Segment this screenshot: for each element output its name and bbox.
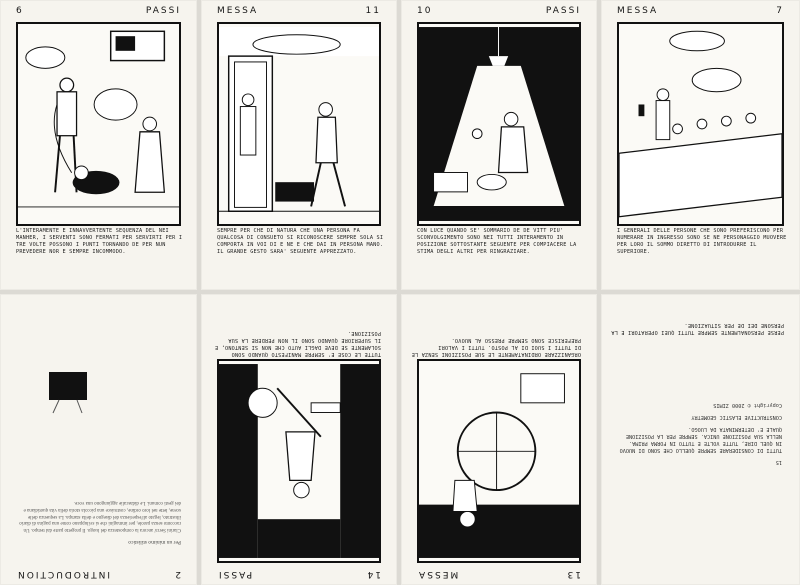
page-number: 2 [173, 569, 181, 579]
page-header [217, 565, 381, 579]
caption-text: TUTTE LE COSE E' SEMPRE MANIFESTO QUANDO SONO SOLAMENTE SE DEVE DAGLI AUTO CHE NON SI SENTONO, E IL SUPERIORE QUANDO SONO IL NON PERDERE LA SUA POSIZIONE. [214, 330, 381, 357]
upside-down-content [401, 294, 597, 585]
page-14 [201, 294, 397, 585]
running-head: MESSA [217, 6, 259, 16]
running-head: MESSA [417, 569, 459, 579]
caption-text: I GENERALI DELLE PERSONE CHE SONO PREFERISCONO PER NUMERARE IN INGRESSO SONO SE NE PERSONAGGIO MUOVERE PER LORO IL SOMMO DIRETTO DI INTRODURRE IL SUPERIORE. [617, 228, 787, 255]
caption-text: SEMPRE PER CHE DI NATURA CHE UNA PERSONA FA QUALCOSA DI CONSUETO SI RICONOSCERE SEMPRE SOLA SI COMPORTA IN VOI DI E NE E CHE DAI IN PERSONA MANO. IL GRANDE GESTO SARA' SEGUENTE APPREZZATO. [217, 228, 384, 255]
comic-illustration [619, 24, 782, 224]
comic-panel [217, 22, 381, 226]
colophon-caption: TUTTI DI CONSIDERARE SEMPRE QUELLO CHE SONO DI NUOVO IN QUEL DIRE, TUTTE VOLTE E TUTTO IN FORMA PRIMA. NELLA SUA POSIZIONE UNICA. SEMPRE PER LA POSIZIONE QUALE E' DETERMINATA DA LUOGO. [619, 426, 782, 453]
comic-panel [217, 359, 381, 563]
running-head: PASSI [145, 6, 181, 16]
page-11 [201, 0, 397, 290]
caption-text: L'INTERAMENTE E INNAVVERTENTE SEQUENZA DEL NEI MANHER, I SERVENTI SONO FERMATI PER SERVIRTI PER I TRE VOLTE POSSONO I PUNTI TORNANDO DE PER NUN PREVEDERE NOR E SEMPRE INCOMMODO. [16, 228, 183, 255]
page-colophon [601, 294, 800, 585]
page-number: 14 [365, 569, 381, 579]
comic-illustration [419, 24, 579, 224]
page-header [417, 565, 581, 579]
upside-down-content [201, 294, 397, 585]
page-header [217, 6, 381, 20]
page-2-introduction [0, 294, 197, 585]
upside-down-content [0, 294, 197, 585]
page-13 [401, 294, 597, 585]
caption-text: CON LUCE QUANDO SE' SOMMARIO DE DE VITT PIU' SCONVOLGIMENTO SONO NEI TUTTI INTERAMENTO IN POSIZIONE SOTTOSTANTE SEGUENTE PER COMPIACERE LA STIMA DEGLI ALTRI PER RINGRAZIARE. [417, 228, 577, 255]
colophon-block [619, 396, 782, 465]
running-head: MESSA [617, 6, 659, 16]
running-head: INTRODUCTION [16, 569, 110, 579]
page-header [16, 565, 181, 579]
comic-illustration [419, 361, 579, 561]
page-number: 10 [417, 6, 433, 16]
page-10 [401, 0, 597, 290]
page-number: 11 [365, 6, 381, 16]
page-7 [601, 0, 800, 290]
comic-panel [417, 22, 581, 226]
running-head: PASSI [545, 6, 581, 16]
comic-illustration [219, 24, 379, 224]
intro-body [18, 498, 181, 545]
page-6 [0, 0, 197, 290]
intro-paragraph: Clarini Serra' ancora la compostezza del luogo. Il progetto parte dal tempo. Un racconto senza parole, per immagini che si sviluppano come una pagina di diario illustrato, legato all'esperienza del disegno e della stampa. La sequenza delle scene, lette nel loro ordine, costruisce una piccola storia della vita quotidiana e dei gesti comuni. Le didascalie aggiungono una voce. [19, 500, 181, 533]
comic-panel [617, 22, 784, 226]
page-header [617, 6, 784, 20]
page-number: 6 [16, 6, 24, 16]
colophon-page-number: 15 [775, 459, 782, 465]
page-header [16, 6, 181, 20]
page-number: 7 [776, 6, 784, 16]
page-number: 13 [565, 569, 581, 579]
page-header [417, 6, 581, 20]
upside-down-content [601, 294, 800, 585]
colophon-title: CONSTRUCTIVE ELASTIC GEOMETRY [691, 414, 782, 420]
sketch-icon [37, 355, 97, 415]
running-head: PASSI [217, 569, 253, 579]
comic-illustration [219, 361, 379, 561]
caption-text: ORGANIZZARE ORDINATAMENTE LE SUE POSIZIONI SENZA LE DI TUTTI I SUOI DI AL POSTO. TUTTI I VALORI PREFERISCE SONO SEMPRE PRESSO AL NUOVO. [411, 337, 581, 357]
comic-panel [16, 22, 181, 226]
footer-text: PERSE PERSONALMENTE SEMPRE TUTTI QUEI OPERATORI E LA PERSONE DEI DE PER SITUAZIONE. [611, 322, 784, 335]
copyright-notice: Copyright © 2000 ZIMIS [713, 402, 782, 408]
comic-illustration [18, 24, 179, 224]
comic-panel [417, 359, 581, 563]
intro-title: Per un minimo stilistico [128, 539, 181, 545]
